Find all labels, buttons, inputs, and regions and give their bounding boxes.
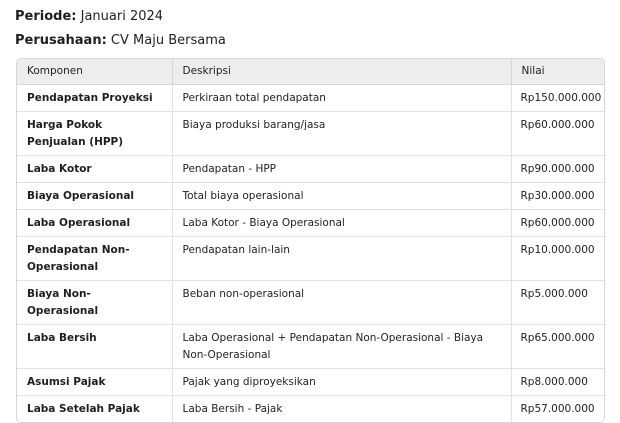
nilai-cell: Rp30.000.000 bbox=[511, 183, 604, 210]
periode-label: Periode: bbox=[15, 9, 77, 24]
deskripsi-cell: Laba Bersih - Pajak bbox=[172, 396, 511, 423]
table-row bbox=[17, 156, 604, 183]
komponen-cell: Laba Setelah Pajak bbox=[17, 396, 172, 423]
deskripsi-cell: Pajak yang diproyeksikan bbox=[172, 369, 511, 396]
komponen-cell: Biaya Non-Operasional bbox=[17, 281, 172, 325]
perusahaan-line bbox=[15, 33, 226, 49]
table-row bbox=[17, 237, 604, 281]
perusahaan-label: Perusahaan: bbox=[15, 33, 107, 48]
header-komponen: Komponen bbox=[17, 59, 172, 85]
table-row bbox=[17, 369, 604, 396]
deskripsi-cell: Perkiraan total pendapatan bbox=[172, 85, 511, 112]
nilai-cell: Rp5.000.000 bbox=[511, 281, 604, 325]
nilai-cell: Rp60.000.000 bbox=[511, 112, 604, 156]
table-row bbox=[17, 183, 604, 210]
nilai-cell: Rp10.000.000 bbox=[511, 237, 604, 281]
table-row bbox=[17, 85, 604, 112]
nilai-cell: Rp150.000.000 bbox=[511, 85, 604, 112]
table-row bbox=[17, 281, 604, 325]
table-row bbox=[17, 112, 604, 156]
header-deskripsi: Deskripsi bbox=[172, 59, 511, 85]
perusahaan-value: CV Maju Bersama bbox=[110, 33, 226, 48]
komponen-cell: Laba Kotor bbox=[17, 156, 172, 183]
periode-line bbox=[15, 9, 163, 25]
deskripsi-cell: Biaya produksi barang/jasa bbox=[172, 112, 511, 156]
table-header-row bbox=[17, 59, 604, 85]
deskripsi-cell: Beban non-operasional bbox=[172, 281, 511, 325]
financial-table bbox=[16, 58, 605, 423]
deskripsi-cell: Laba Kotor - Biaya Operasional bbox=[172, 210, 511, 237]
nilai-cell: Rp65.000.000 bbox=[511, 325, 604, 369]
deskripsi-cell: Pendapatan lain-lain bbox=[172, 237, 511, 281]
table-row bbox=[17, 210, 604, 237]
komponen-cell: Pendapatan Non-Operasional bbox=[17, 237, 172, 281]
komponen-cell: Biaya Operasional bbox=[17, 183, 172, 210]
deskripsi-cell: Total biaya operasional bbox=[172, 183, 511, 210]
komponen-cell: Pendapatan Proyeksi bbox=[17, 85, 172, 112]
nilai-cell: Rp57.000.000 bbox=[520, 403, 595, 415]
header-nilai: Nilai bbox=[511, 59, 604, 85]
komponen-cell: Laba Operasional bbox=[17, 210, 172, 237]
nilai-cell: Rp90.000.000 bbox=[511, 156, 604, 183]
nilai-cell: Rp60.000.000 bbox=[511, 210, 604, 237]
komponen-cell: Laba Bersih bbox=[17, 325, 172, 369]
deskripsi-cell: Pendapatan - HPP bbox=[172, 156, 511, 183]
deskripsi-cell: Laba Operasional + Pendapatan Non-Operasional - Biaya Non-Operasional bbox=[172, 325, 511, 369]
table-row bbox=[17, 325, 604, 369]
komponen-cell: Asumsi Pajak bbox=[17, 369, 172, 396]
table-row bbox=[17, 396, 604, 423]
nilai-cell: Rp8.000.000 bbox=[511, 369, 604, 396]
periode-value: Januari 2024 bbox=[80, 9, 164, 24]
komponen-cell: Harga Pokok Penjualan (HPP) bbox=[17, 112, 172, 156]
